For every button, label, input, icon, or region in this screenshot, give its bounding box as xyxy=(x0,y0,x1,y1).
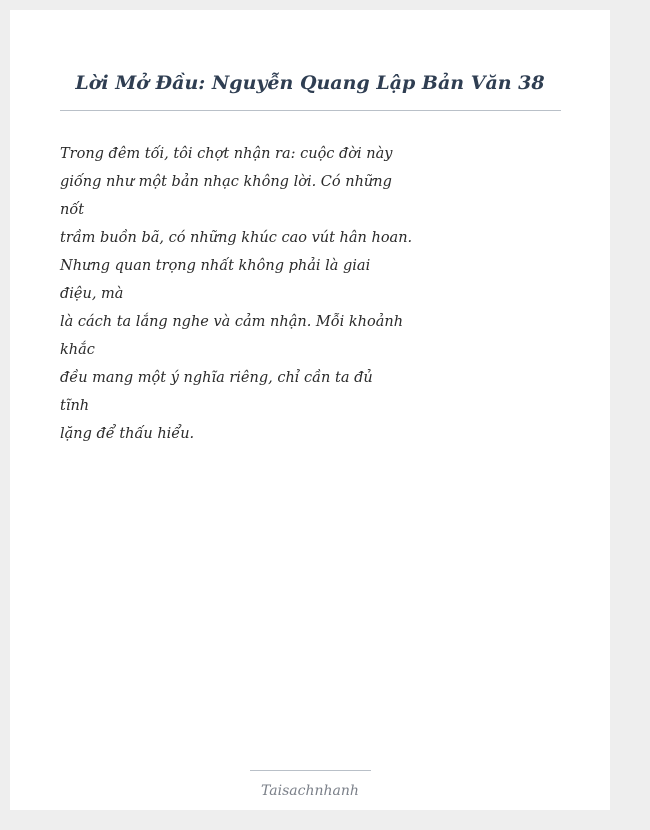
body-line: giống như một bản nhạc không lời. Có những xyxy=(60,174,392,190)
body-line: đều mang một ý nghĩa riêng, chỉ cần ta đủ xyxy=(60,370,373,386)
page-title: Lời Mở Đầu: Nguyễn Quang Lập Bản Văn 38 xyxy=(75,72,545,94)
footer-source: Taisachnhanh xyxy=(261,783,359,799)
body-line: lặng để thấu hiểu. xyxy=(60,426,195,442)
document-page xyxy=(10,10,610,810)
body-line: khắc xyxy=(60,342,95,358)
body-line: Nhưng quan trọng nhất không phải là giai xyxy=(60,258,371,274)
footer-divider xyxy=(250,770,371,771)
body-line: tĩnh xyxy=(60,398,90,414)
title-divider xyxy=(60,110,561,111)
body-line: điệu, mà xyxy=(60,286,124,302)
body-line: là cách ta lắng nghe và cảm nhận. Mỗi khoảnh xyxy=(60,314,404,330)
body-line: Trong đêm tối, tôi chợt nhận ra: cuộc đời này xyxy=(60,146,393,162)
body-line: trầm buồn bã, có những khúc cao vút hân hoan. xyxy=(60,230,413,246)
body-text xyxy=(60,140,413,448)
body-line: nốt xyxy=(60,202,85,218)
